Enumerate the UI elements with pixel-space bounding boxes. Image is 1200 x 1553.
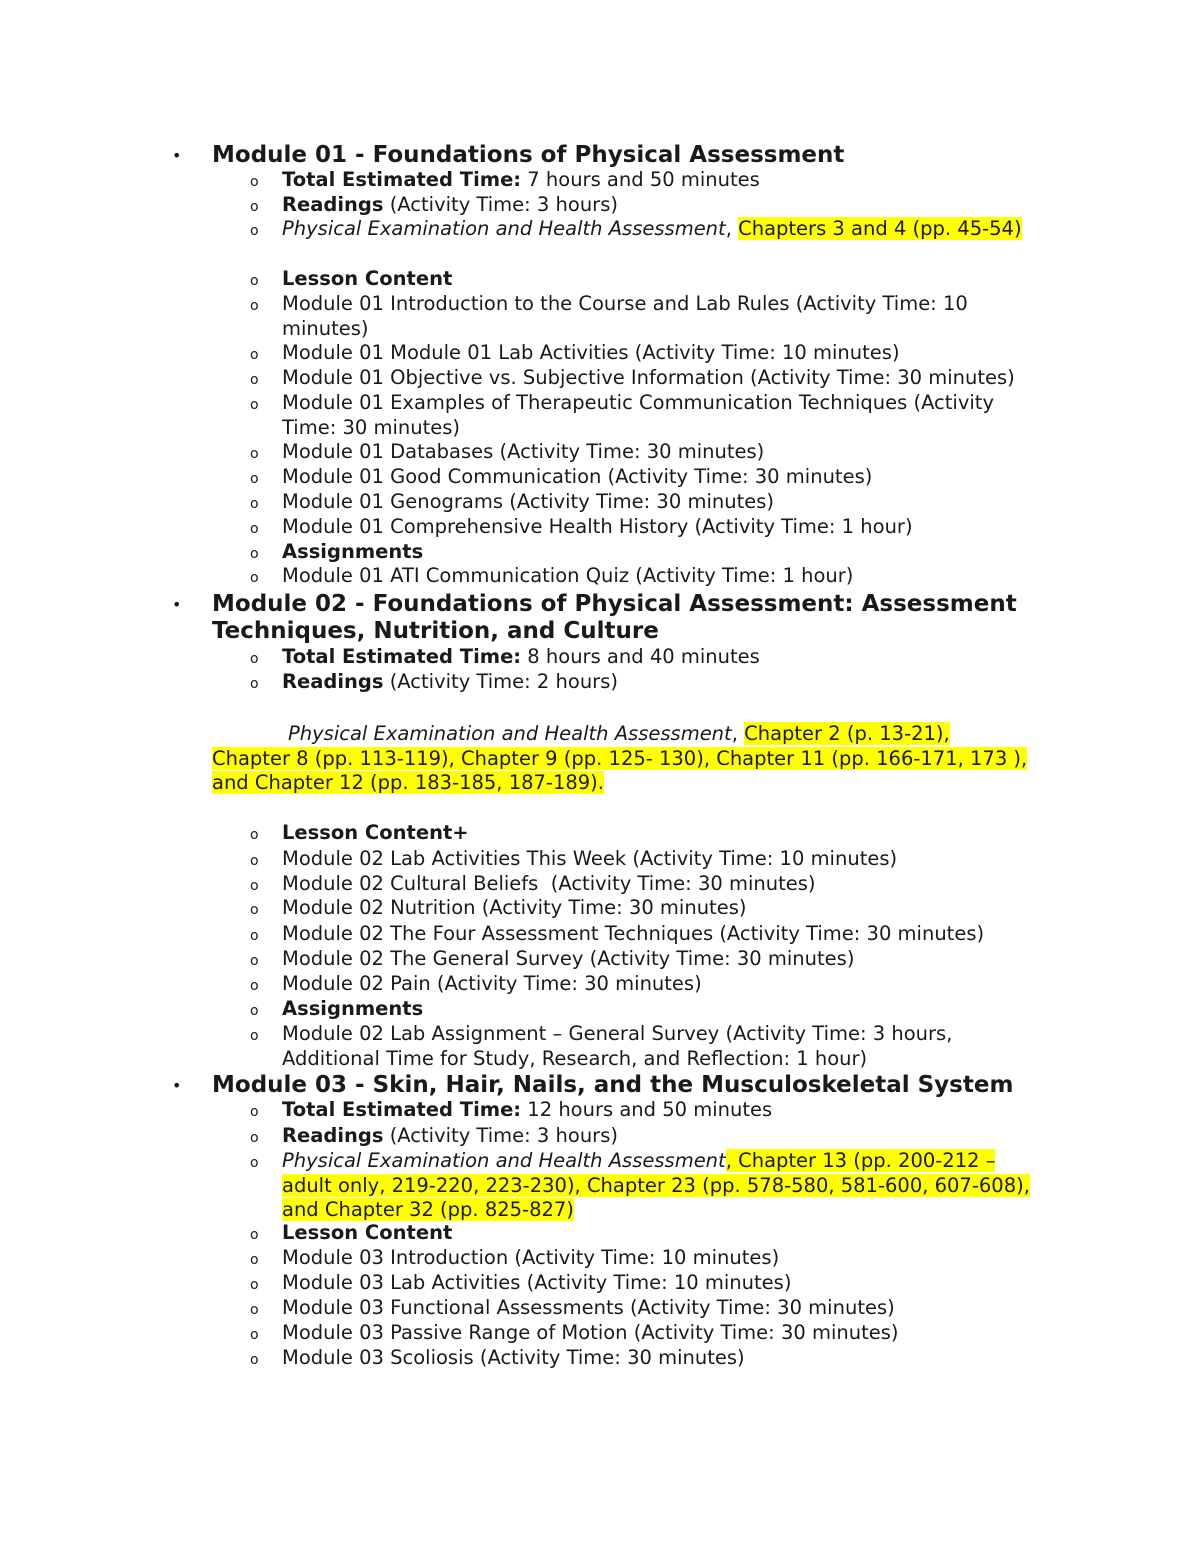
item-text: 12 hours and 50 minutes xyxy=(521,1098,773,1121)
item-text: (Activity Time: 3 hours) xyxy=(383,193,618,216)
sub-bullet: o xyxy=(250,521,259,537)
item-text: Module 01 ATI Communication Quiz (Activity Time: 1 hour) xyxy=(282,564,854,587)
list-item xyxy=(0,896,1200,921)
list-item xyxy=(0,670,1200,695)
list-item xyxy=(0,490,1200,515)
module-title: Module 03 - Skin, Hair, Nails, and the Musculoskeletal System xyxy=(212,1072,1014,1098)
item-text: Module 03 Passive Range of Motion (Activity Time: 30 minutes) xyxy=(282,1321,899,1344)
list-item xyxy=(0,922,1200,947)
item-text: Module 03 Lab Activities (Activity Time: 10 minutes) xyxy=(282,1271,792,1294)
item-label: Total Estimated Time: xyxy=(282,168,522,191)
list-item xyxy=(0,217,1200,242)
item-label: Total Estimated Time: xyxy=(282,1098,522,1121)
highlighted-chapters: , Chapter 13 (pp. 200-212 – adult only, 219-220, 223-230), Chapter 23 (pp. 578-580, 581-600, 607-608), and Chapter 32 (pp. 825-827) xyxy=(282,1149,1030,1221)
sub-bullet: o xyxy=(250,372,259,388)
item-text: Module 03 Functional Assessments (Activity Time: 30 minutes) xyxy=(282,1296,895,1319)
list-item xyxy=(0,564,1200,589)
module-title: Module 02 - Foundations of Physical Assessment: Assessment Techniques, Nutrition, and Culture xyxy=(212,591,1017,644)
item-text: Module 02 The General Survey (Activity Time: 30 minutes) xyxy=(282,947,855,970)
item-text: Module 02 Lab Activities This Week (Activity Time: 10 minutes) xyxy=(282,847,898,870)
item-text: Module 03 Introduction (Activity Time: 10 minutes) xyxy=(282,1246,780,1269)
sub-bullet: o xyxy=(250,446,259,462)
sub-bullet: o xyxy=(250,1327,259,1343)
item-text: Module 01 Module 01 Lab Activities (Activity Time: 10 minutes) xyxy=(282,341,900,364)
separator: , xyxy=(725,217,739,240)
readings-paragraph xyxy=(212,722,1032,796)
item-text: Module 02 Pain (Activity Time: 30 minutes) xyxy=(282,972,702,995)
item-text: Module 01 Examples of Therapeutic Communication Techniques (Activity Time: 30 minutes) xyxy=(282,391,994,439)
item-text: 7 hours and 50 minutes xyxy=(521,168,760,191)
section-label: Assignments xyxy=(282,997,424,1020)
item-text: Module 02 Lab Assignment – General Survey (Activity Time: 3 hours, Additional Time for Study, Research, and Reflection: 1 hour) xyxy=(282,1022,953,1070)
sub-bullet: o xyxy=(250,174,259,190)
sub-bullet: o xyxy=(250,298,259,314)
item-text: (Activity Time: 2 hours) xyxy=(383,670,618,693)
list-item xyxy=(0,872,1200,897)
list-item xyxy=(0,1022,1200,1070)
sub-bullet: o xyxy=(250,223,259,239)
sub-bullet: o xyxy=(250,1130,259,1146)
list-item xyxy=(0,1296,1200,1321)
sub-bullet: o xyxy=(250,347,259,363)
list-item xyxy=(0,997,1200,1022)
list-item xyxy=(0,292,1200,340)
list-item xyxy=(0,540,1200,565)
section-label: Lesson Content xyxy=(282,1221,453,1244)
item-text: Module 01 Genograms (Activity Time: 30 minutes) xyxy=(282,490,774,513)
item-text: Module 02 Nutrition (Activity Time: 30 minutes) xyxy=(282,896,747,919)
sub-bullet: o xyxy=(250,978,259,994)
sub-bullet: o xyxy=(250,1155,259,1171)
list-item xyxy=(0,391,1200,439)
separator: , xyxy=(731,722,745,745)
sub-bullet: o xyxy=(250,953,259,969)
list-item xyxy=(0,465,1200,490)
list-item xyxy=(0,1271,1200,1296)
list-item xyxy=(0,440,1200,465)
list-item xyxy=(0,1124,1200,1149)
list-item xyxy=(0,1321,1200,1346)
bullet: • xyxy=(172,595,182,614)
item-text: Module 01 Introduction to the Course and Lab Rules (Activity Time: 10 minutes) xyxy=(282,292,968,340)
sub-bullet: o xyxy=(250,1227,259,1243)
sub-bullet: o xyxy=(250,1302,259,1318)
item-label: Readings xyxy=(282,193,384,216)
sub-bullet: o xyxy=(250,1352,259,1368)
sub-bullet: o xyxy=(250,1028,259,1044)
module-title: Module 01 - Foundations of Physical Assessment xyxy=(212,142,845,168)
book-title: Physical Examination and Health Assessment xyxy=(282,1149,726,1172)
list-item xyxy=(0,1098,1200,1123)
list-item xyxy=(0,821,1200,846)
section-label: Assignments xyxy=(282,540,424,563)
sub-bullet: o xyxy=(250,676,259,692)
book-title: Physical Examination and Health Assessment xyxy=(282,217,726,240)
sub-bullet: o xyxy=(250,878,259,894)
list-item xyxy=(0,366,1200,391)
item-text: Module 01 Databases (Activity Time: 30 minutes) xyxy=(282,440,765,463)
item-label: Readings xyxy=(282,1124,384,1147)
sub-bullet: o xyxy=(250,1277,259,1293)
list-item xyxy=(0,645,1200,670)
sub-bullet: o xyxy=(250,651,259,667)
item-text: Module 02 Cultural Beliefs (Activity Time: 30 minutes) xyxy=(282,872,816,895)
sub-bullet: o xyxy=(250,1104,259,1120)
item-text: Module 01 Good Communication (Activity Time: 30 minutes) xyxy=(282,465,873,488)
list-item xyxy=(0,193,1200,218)
sub-bullet: o xyxy=(250,273,259,289)
sub-bullet: o xyxy=(250,496,259,512)
list-item xyxy=(0,947,1200,972)
highlighted-chapters: Chapters 3 and 4 (pp. 45-54) xyxy=(738,217,1022,240)
bullet: • xyxy=(172,146,182,165)
list-item xyxy=(0,972,1200,997)
item-text: Module 01 Objective vs. Subjective Information (Activity Time: 30 minutes) xyxy=(282,366,1015,389)
item-text: Module 02 The Four Assessment Techniques (Activity Time: 30 minutes) xyxy=(282,922,985,945)
list-item xyxy=(0,515,1200,540)
item-text: 8 hours and 40 minutes xyxy=(521,645,760,668)
list-item xyxy=(0,341,1200,366)
item-text: Module 01 Comprehensive Health History (Activity Time: 1 hour) xyxy=(282,515,913,538)
list-item xyxy=(0,1246,1200,1271)
sub-bullet: o xyxy=(250,1252,259,1268)
sub-bullet: o xyxy=(250,546,259,562)
sub-bullet: o xyxy=(250,570,259,586)
item-text: Module 03 Scoliosis (Activity Time: 30 minutes) xyxy=(282,1346,745,1369)
sub-bullet: o xyxy=(250,827,259,843)
bullet: • xyxy=(172,1076,182,1095)
list-item xyxy=(0,267,1200,292)
sub-bullet: o xyxy=(250,853,259,869)
item-label: Total Estimated Time: xyxy=(282,645,522,668)
item-text: (Activity Time: 3 hours) xyxy=(383,1124,618,1147)
list-item xyxy=(0,1149,1200,1221)
sub-bullet: o xyxy=(250,199,259,215)
list-item xyxy=(0,168,1200,193)
sub-bullet: o xyxy=(250,471,259,487)
sub-bullet: o xyxy=(250,928,259,944)
section-label: Lesson Content xyxy=(282,267,453,290)
sub-bullet: o xyxy=(250,1003,259,1019)
section-label: Lesson Content+ xyxy=(282,821,469,844)
list-item xyxy=(0,847,1200,872)
book-title: Physical Examination and Health Assessment xyxy=(288,722,732,745)
highlighted-chapters: Chapter 2 (p. 13-21), Chapter 8 (pp. 113-119), Chapter 9 (pp. 125- 130), Chapter 11 (pp. 166-171, 173 ), and Chapter 12 (pp. 183-185, 187-189). xyxy=(212,722,1028,794)
sub-bullet: o xyxy=(250,397,259,413)
list-item xyxy=(0,1221,1200,1246)
item-label: Readings xyxy=(282,670,384,693)
list-item xyxy=(0,1346,1200,1371)
sub-bullet: o xyxy=(250,902,259,918)
